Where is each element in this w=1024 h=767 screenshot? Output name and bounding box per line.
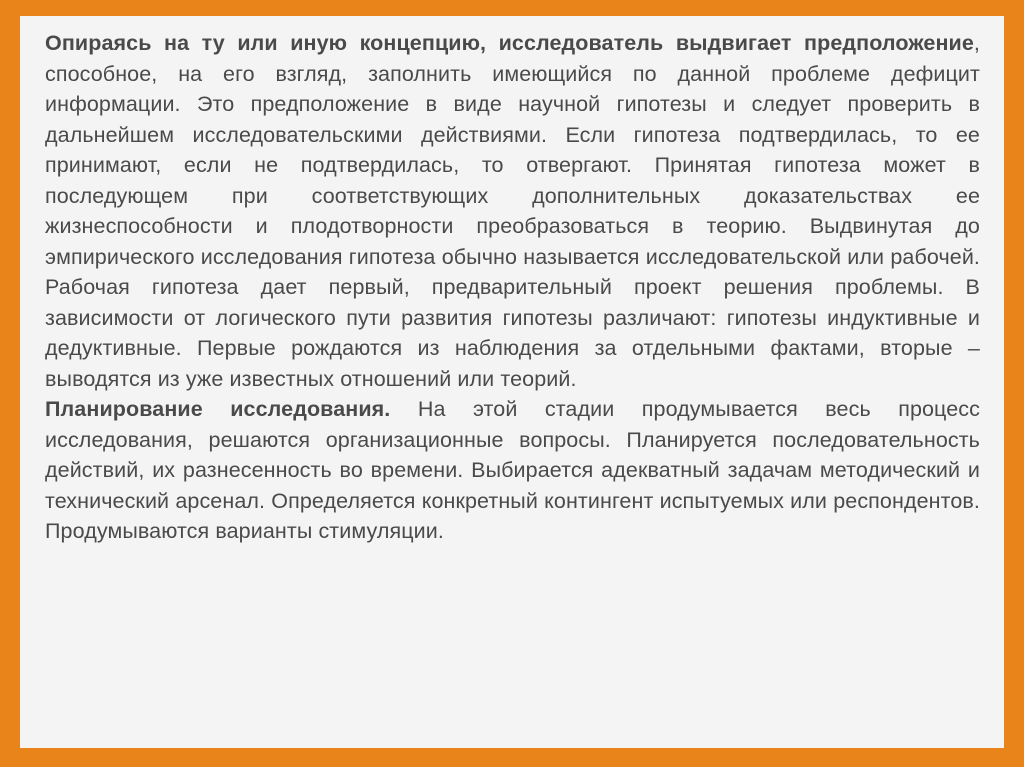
paragraph-planning [45, 394, 980, 547]
paragraph-hypothesis-body: , способное, на его взгляд, заполнить имеющийся по данной проблеме дефицит информации. Это предположение в виде научной гипотезы и следует проверить в дальнейшем исследовательскими действиями. Если гипотеза подтвердилась, то ее принимают, если не подтвердилась, то отвергают. Принятая гипотеза может в последующем при соответствующих дополнительных доказательствах ее жизнеспособности и плодотворности преобразоваться в теорию. Выдвинутая до эмпирического исследования гипотеза обычно называется исследовательской или рабочей. Рабочая гипотеза дает первый, предварительный проект решения проблемы. В зависимости от логического пути развития гипотезы различают: гипотезы индуктивные и дедуктивные. Первые рождаются из наблюдения за отдельными фактами, вторые – выводятся из уже известных отношений или теорий. [45, 31, 980, 391]
paragraph-planning-lead: Планирование исследования. [45, 397, 391, 421]
paragraph-hypothesis [45, 28, 980, 394]
body-text [45, 28, 980, 547]
paragraph-hypothesis-lead: Опираясь на ту или иную концепцию, исследователь выдвигает предположение [45, 31, 974, 55]
content-panel [20, 16, 1004, 748]
paragraph-planning-body: На этой стадии продумывается весь процесс исследования, решаются организационные вопросы. Планируется последовательность действий, их разнесенность во времени. Выбирается адекватный задачам методический и технический арсенал. Определяется конкретный контингент испытуемых или респондентов. Продумываются варианты стимуляции. [45, 397, 980, 543]
